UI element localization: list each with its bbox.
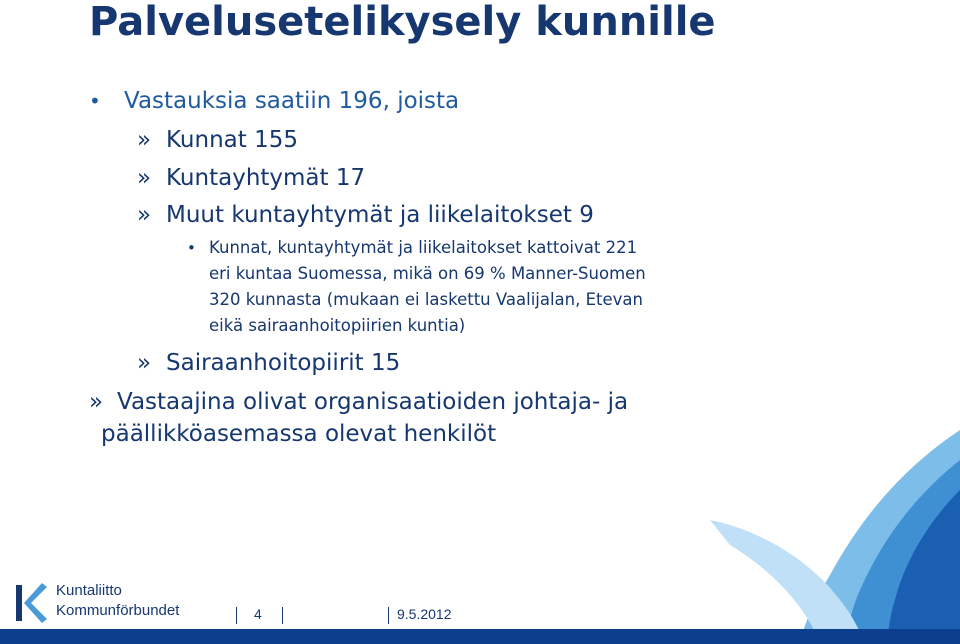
bullet-joint-authorities: Kuntayhtymät 17 [166,165,366,191]
footer-date: 9.5.2012 [397,606,452,622]
bullet-hospital-districts: Sairaanhoitopiirit 15 [166,350,401,376]
logo-text-line-2: Kommunförbundet [56,602,180,619]
arrow-marker: » [137,202,152,228]
bullet-dot: • [89,89,101,113]
arrow-marker: » [89,389,104,415]
note-line-3: 320 kunnasta (mukaan ei laskettu Vaalijalan, Etevan [209,290,643,309]
kuntaliitto-logo-icon [14,579,50,627]
footer-separator [236,607,237,624]
footer-separator [388,607,389,624]
footer-separator [282,607,283,624]
bullet-municipalities: Kunnat 155 [166,127,298,153]
bullet-other-authorities: Muut kuntayhtymät ja liikelaitokset 9 [166,202,594,228]
arrow-marker: » [137,350,152,376]
note-line-1: Kunnat, kuntayhtymät ja liikelaitokset kattoivat 221 [209,238,638,257]
footer-bar [0,629,960,644]
page-number: 4 [254,606,262,622]
note-line-2: eri kuntaa Suomessa, mikä on 69 % Manner-Suomen [209,264,646,283]
bullet-dot-small: • [187,239,196,257]
bullet-responses-received: Vastauksia saatiin 196, joista [124,88,460,114]
slide-title: Palvelusetelikysely kunnille [89,0,716,45]
logo-text-line-1: Kuntaliitto [56,582,122,599]
bullet-respondents-line-2: päällikköasemassa olevat henkilöt [101,421,497,447]
kuntaliitto-logo [14,577,194,629]
arrow-marker: » [137,127,152,153]
arrow-marker: » [137,165,152,191]
bullet-respondents-line-1: Vastaajina olivat organisaatioiden johtaja- ja [117,389,629,415]
note-line-4: eikä sairaanhoitopiirien kuntia) [209,316,466,335]
